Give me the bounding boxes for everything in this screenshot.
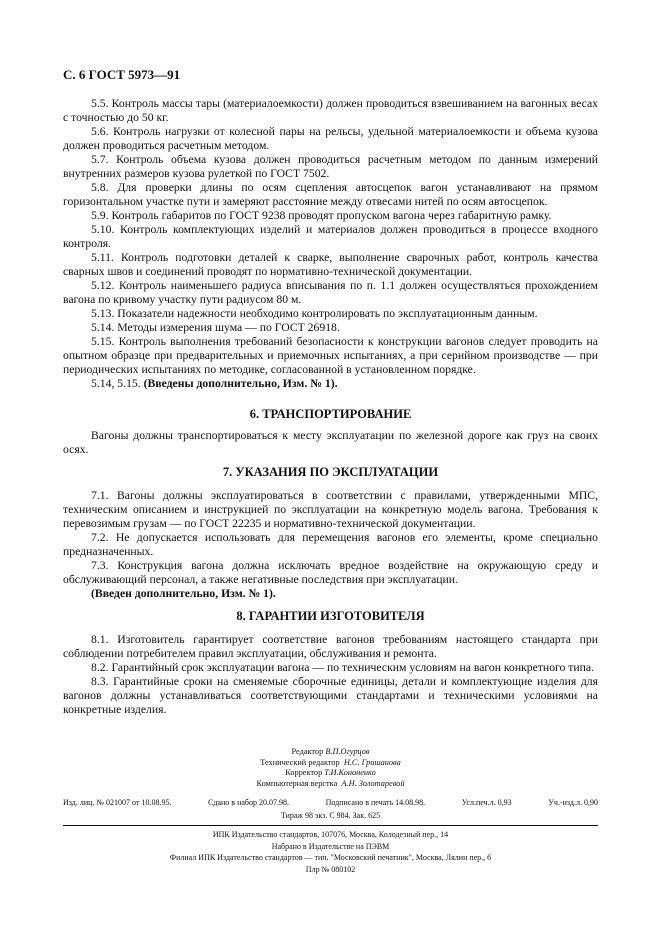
imprint-license: Изд. лиц. № 021007 от 10.08.95. [63,798,172,808]
paragraph-5-10: 5.10. Контроль комплектующих изделий и материалов должен проводиться в процессе входного контроля. [63,223,598,250]
paragraph-5-11: 5.11. Контроль подготовки деталей к сварке, выполнение сварочных работ, контроль качества сварных швов и соединений проводят по нормативно-технической документации. [63,251,598,278]
publisher-line: Набрано в Издательстве на ПЭВМ [271,841,390,851]
paragraph-5-9: 5.9. Контроль габаритов по ГОСТ 9238 проводят пропуском вагона через габаритную рамку. [91,209,552,222]
paragraph-8-2: 8.2. Гарантийный срок эксплуатации вагона — по техническим условиям на вагон конкретного типа. [91,661,595,674]
credit-editor [63,747,598,758]
paragraph-5-15: 5.15. Контроль выполнения требований безопасности к конструкции вагонов следует проводить на опытном образце при предварительных и приемочных испытаниях, а при серийном производстве — при периодических испытаниях по методике, согласованной в установленном порядке. [63,335,598,376]
imprint-run: Тираж 98 экз. С 984. Зак. 625 [280,810,381,820]
credit-name: А.Н. Золотаревой [341,778,405,788]
imprint [63,797,598,822]
document-body [63,97,598,717]
credit-name: Т.И.Кононенко [324,768,376,778]
paragraph-8-3: 8.3. Гарантийные сроки на сменяемые сборочные единицы, детали и комплектующие изделия для вагонов должны устанавливаться соответствующими стандартами и техническими условиями на конкретные изделия. [63,675,598,716]
publisher-info [63,829,598,875]
paragraph-5-8: 5.8. Для проверки длины по осям сцепления автосцепок вагон устанавливают на прямом горизонтальном участке пути и замеряют расстояние между отвесами нитей по осям автосцепок. [63,181,598,208]
publisher-line: Плр № 080102 [305,864,356,874]
divider [63,825,598,826]
credit-role: Редактор [291,747,324,756]
page [63,0,598,895]
credit-tech-editor [63,758,598,769]
publisher-line: ИПК Издательство стандартов, 107076, Москва, Колодезный пер., 14 [212,830,449,840]
paragraph-8-1: 8.1. Изготовитель гарантирует соответствие вагонов требованиям настоящего стандарта при соблюдении потребителем правил эксплуатации, обслуживания и ремонта. [63,633,598,660]
amendment-note-bold: (Введены дополнительно, Изм. № 1). [143,377,338,390]
credit-proofreader [63,768,598,779]
paragraph-5-5: 5.5. Контроль массы тары (материалоемкости) должен проводиться взвешиванием на вагонных весах с точностью до 50 кг. [63,97,598,124]
credits [63,747,598,789]
page-header: С. 6 ГОСТ 5973—91 [63,67,181,82]
section-7-title: 7. УКАЗАНИЯ ПО ЭКСПЛУАТАЦИИ [222,465,439,479]
section-8-title: 8. ГАРАНТИИ ИЗГОТОВИТЕЛЯ [236,609,425,623]
paragraph-5-6: 5.6. Контроль нагрузки от колесной пары на рельсы, удельной материалоемкости и объема кузова должен проводиться расчетным методом. [63,125,598,152]
paragraph-7-3: 7.3. Конструкция вагона должна исключать вредное воздействие на окружающую среду и обслуживающий персонал, а также негативные последствия при эксплуатации. [63,559,598,586]
credit-name: В.П.Огурцов [325,747,370,756]
paragraph-5-14: 5.14. Методы измерения шума — по ГОСТ 26918. [91,321,340,334]
paragraph-5-12: 5.12. Контроль наименьшего радиуса вписывания по п. 1.1 должен осуществляться прохождением вагона по кривому участку пути радиусом 80 м. [63,279,598,306]
credit-role: Технический редактор [260,757,340,767]
section-6-text: Вагоны должны транспортироваться к месту эксплуатации по железной дороге как груз на своих осях. [63,429,598,456]
credit-role: Компьютерная верстка [256,778,338,788]
section-6-title: 6. ТРАНСПОРТИРОВАНИЕ [249,407,412,421]
amendment-note-prefix: 5.14, 5.15. [91,377,144,390]
paragraph-7-1: 7.1. Вагоны должны эксплуатироваться в соответствии с правилами, утвержденными МПС, техническим описанием и инструкцией по эксплуатации на конкретную модель вагона. Требования к перевозимым грузам — по ГОСТ 22235 и нормативно-технической документации. [63,489,598,530]
amendment-note-7: (Введен дополнительно, Изм. № 1). [91,587,276,600]
imprint-pub-sheets: Уч.-изд.л. 0,90 [548,798,598,808]
paragraph-5-13: 5.13. Показатели надежности необходимо контролировать по эксплуатационным данным. [91,307,538,320]
paragraph-7-2: 7.2. Не допускается использовать для перемещения вагонов его элементы, кроме специально предназначенных. [63,531,598,558]
credit-name: Н.С. Гришанова [343,757,401,767]
publisher-line: Филиал ИПК Издательство стандартов — тип. "Московский печатник", Москва, Лялин пер., 6 [169,853,492,863]
paragraph-5-7: 5.7. Контроль объема кузова должен проводиться расчетным методом по данным измерений внутренних размеров кузова рулеткой по ГОСТ 7502. [63,153,598,180]
imprint-signed: Подписано в печать 14.08.98. [325,798,426,808]
imprint-submitted: Сдано в набор 20.07.98. [208,798,289,808]
amendment-note-5 [63,377,598,391]
credit-role: Корректор [285,768,323,778]
credit-layout [63,779,598,790]
imprint-print-sheets: Усл.печ.л. 0,93 [461,798,512,808]
